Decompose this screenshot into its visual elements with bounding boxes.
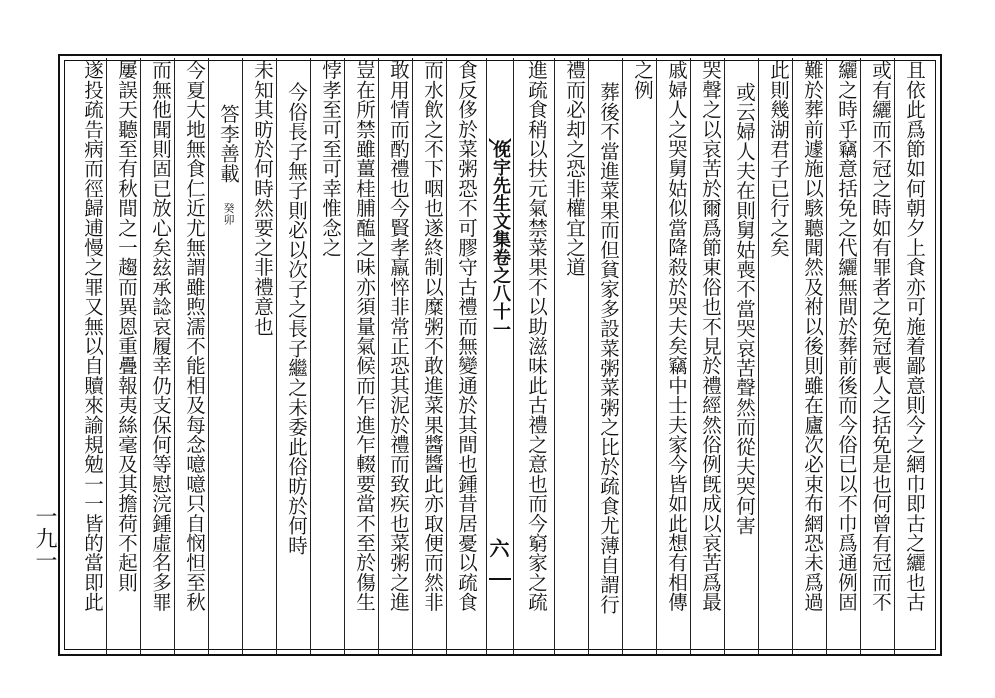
text-column-l4: 豈在所禁雖薑桂脯醢之味亦須量氣候而乍進乍輟要當不至於傷生	[353, 60, 376, 612]
letter-title: 答李善載	[217, 104, 240, 183]
text-column-l1: 食反侈於菜粥恐不可膠守古禮而無變通於其間也鍾昔居憂以疏食	[455, 60, 478, 612]
text-column-r8: 戚婦人之哭舅姑似當降殺於哭夫矣竊中士夫家今皆如此想有相傳	[665, 60, 688, 612]
center-divider	[489, 578, 511, 580]
center-page-number: 六	[486, 538, 510, 558]
text-column-r10: 葬後不當進菜果而但貧家多設菜粥菜粥之比於疏食尤薄自謂行	[597, 82, 620, 614]
text-column-l2: 而水飲之不下咽也遂終制以糜粥不敢進菜果醬醬此亦取便而然非	[421, 60, 444, 612]
column-rule	[860, 58, 861, 654]
center-fold-column	[486, 58, 514, 654]
text-column-r2: 或有纚而不冠之時如有罪者之免冠喪人之括免是也何曾有冠而不	[869, 60, 892, 612]
text-column-l3: 敢用情而酌禮也今賢孝羸悴非常正恐其泥於禮而致疾也菜粥之進	[387, 60, 410, 612]
column-rule	[378, 58, 379, 654]
text-column-r5: 此則幾湖君子已行之矣	[767, 60, 790, 257]
column-rule	[724, 58, 725, 654]
column-rule	[344, 58, 345, 654]
column-rule	[446, 58, 447, 654]
column-rule	[208, 58, 209, 654]
column-rule	[758, 58, 759, 654]
column-rule	[792, 58, 793, 654]
text-column-r9: 之例	[631, 60, 654, 100]
text-column-r3: 纚之時乎竊意括免之代纚無間於葬前後而今俗已以不巾爲通例固	[835, 60, 858, 612]
column-rule	[894, 58, 895, 654]
book-title: 俛宇先生文集卷之八十一	[490, 140, 511, 338]
column-rule	[690, 58, 691, 654]
column-rule	[174, 58, 175, 654]
text-column-l6: 今俗長子無子則必以次子之長子繼之未委此俗昉於何時	[285, 82, 308, 555]
column-rule	[622, 58, 623, 654]
text-column-l5: 悖孝至可至可幸惟念之	[319, 60, 342, 257]
text-column-l7: 未知其昉於何時然要之非禮意也	[251, 60, 274, 336]
text-column-l11: 屢誤天聽至有秋間之一趨而異恩重疊報夷絲毫及其擔荷不起則	[115, 60, 138, 592]
text-column-r6: 或云婦人夫在則舅姑喪不當哭哀苦聲然而從夫哭何害	[733, 82, 756, 536]
text-column-r4: 難於葬前遽施以駭聽聞然及祔以後則雖在廬次必束布網恐未爲過	[801, 60, 824, 612]
text-column-r7: 哭聲之以哀苦於爾爲節東俗也不見於禮經然俗例旣成以哀苦爲最	[699, 60, 722, 612]
letter-heading	[216, 60, 241, 698]
column-rule	[588, 58, 589, 654]
text-column-l12: 遂投疏告病而徑歸逋慢之罪又無以自贖來諭規勉一一皆的當即此	[81, 60, 104, 612]
column-rule	[276, 58, 277, 654]
column-rule	[412, 58, 413, 654]
text-column-r11: 禮而必却之恐非權宜之道	[563, 60, 586, 277]
column-rule	[826, 58, 827, 654]
text-column-l10: 而無他聞則固已放心矣玆承諗哀履幸仍支保何等慰浣鍾虛名多罪	[149, 60, 172, 612]
column-rule	[140, 58, 141, 654]
column-rule	[106, 58, 107, 654]
column-rule	[242, 58, 243, 654]
text-column-l9: 今夏大地無食仁近尤無謂雖煦濡不能相及每念噫噫只自悯怛至秋	[183, 60, 206, 612]
column-rule	[656, 58, 657, 654]
column-rule	[310, 58, 311, 654]
text-column-r12: 進疏食稍以扶元氣禁菜果不以助滋味此古禮之意也而今窮家之疏	[525, 60, 548, 612]
letter-date: 癸卯	[222, 202, 235, 225]
folio-number: 一九一	[32, 505, 57, 571]
text-column-r1: 且依此爲節如何朝夕上食亦可施着鄙意則今之網巾即古之纚也古	[903, 60, 926, 612]
column-rule	[554, 58, 555, 654]
